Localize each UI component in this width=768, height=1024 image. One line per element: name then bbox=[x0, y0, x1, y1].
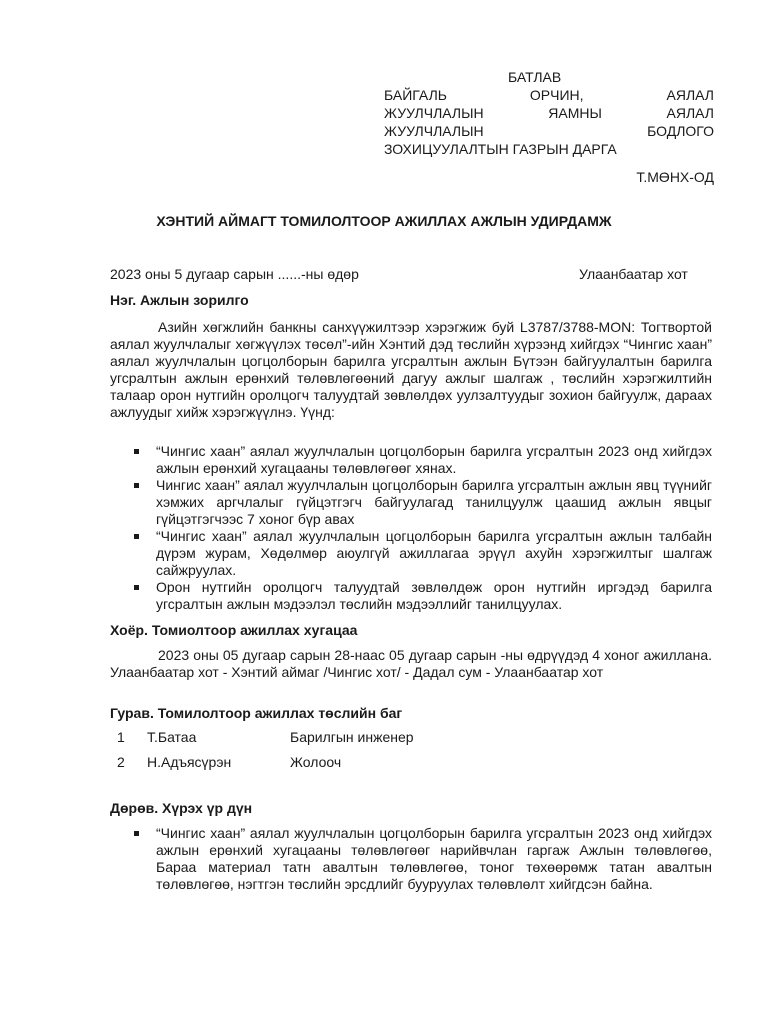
list-item bbox=[110, 528, 712, 579]
document-title: ХЭНТИЙ АЙМАГТ ТОМИЛОЛТООР АЖИЛЛАХ АЖЛЫН УДИРДАМЖ bbox=[156, 213, 612, 229]
results-bullet-list bbox=[110, 825, 712, 893]
list-item bbox=[110, 825, 712, 893]
signer-name: Т.МӨНХ-ОД bbox=[636, 169, 714, 185]
list-item-text: Орон нутгийн оролцогч талуудтай зөвлөлдөж орон нутгийн иргэдэд барилга угсралтын ажлын мэдээлэл төслийн мэдээллийг танилцуулах. bbox=[156, 579, 712, 612]
place-name: Улаанбаатар хот bbox=[579, 266, 688, 282]
section-duration-paragraph bbox=[110, 647, 712, 681]
list-item-text: “Чингис хаан” аялал жуулчлалын цогцолборын барилга угсралтын 2023 онд хийгдэх ажлын ерөнхий хугацааны төлөвлөгөөг хянах. bbox=[156, 443, 712, 476]
list-item bbox=[110, 443, 712, 477]
member-role: Жолооч bbox=[290, 754, 342, 770]
list-item bbox=[110, 477, 712, 528]
member-role: Барилгын инженер bbox=[290, 729, 414, 745]
table-row bbox=[110, 729, 510, 754]
approval-line: ЖУУЛЧЛАЛЫН ЯАМНЫ АЯЛАЛ bbox=[384, 105, 714, 121]
member-name: Т.Батаа bbox=[147, 729, 197, 745]
date-line: 2023 оны 5 дугаар сарын ......-ны өдөр bbox=[110, 266, 359, 282]
bullet-icon bbox=[134, 449, 139, 454]
table-row bbox=[110, 754, 510, 779]
member-number: 1 bbox=[117, 729, 125, 745]
approval-line: БАЙГАЛЬ ОРЧИН, АЯЛАЛ bbox=[384, 87, 714, 103]
section-heading-team: Гурав. Томилолтоор ажиллах төслийн баг bbox=[110, 705, 403, 721]
section-heading-goal: Нэг. Ажлын зорилго bbox=[110, 292, 249, 308]
bullet-icon bbox=[134, 483, 139, 488]
list-item-text: Чингис хаан” аялал жуулчлалын цогцолборын барилга угсралтын ажлын явц түүнийг хэмжих аргчлалыг гүйцэтгэгч байгуулагад танилцуулж цаашид ажлын явцыг гүйцэтгэгчээс 7 хоног бүр авах bbox=[156, 477, 712, 527]
section-goal-paragraph bbox=[110, 319, 712, 421]
approval-line: ЗОХИЦУУЛАЛТЫН ГАЗРЫН ДАРГА bbox=[384, 141, 617, 157]
bullet-icon bbox=[134, 831, 139, 836]
bullet-icon bbox=[134, 534, 139, 539]
paragraph-text: 2023 оны 05 дугаар сарын 28-наас 05 дугаар сарын -ны өдрүүдэд 4 хоног ажиллана. Улаанбаатар хот - Хэнтий аймаг /Чингис хот/ - Дадал сум - Улаанбаатар хот bbox=[110, 647, 712, 680]
list-item bbox=[110, 579, 712, 613]
approval-heading: БАТЛАВ bbox=[508, 69, 562, 85]
list-item-text: “Чингис хаан” аялал жуулчлалын цогцолборын барилга угсралтын 2023 онд хийгдэх ажлын ерөнхий хугацааны төлөвлөгөөг нарийвчлан гаргаж Ажлын төлөвлөгөө, Бараа материал татн авалтын төлөвлөгөө, тоног төхөөрөмж татан авалтын төлөвлөгөө, нэгтгэн төслийн эрсдлийг бууруулах төлөвлөлт хийгдсэн байна. bbox=[156, 825, 712, 892]
paragraph-text: Азийн хөгжлийн банкны санхүүжилтээр хэрэгжиж буй L3787/3788-MON: Тогтвортой аялал жуулчлалыг хөгжүүлэх төсөл”-ийн Хэнтий дэд төслийн хүрээнд хийгдэх “Чингис хаан” аялал жуулчлалын цогцолборын барилга угсралтын ажлын Бүтээн байгуулалтын барилга угсралтын ажлын ерөнхий төлөвлөгөөний дагуу ажлыг шалгаж , төслийн хэрэгжилтийн талаар орон нутгийн оролцогч талуудтай зөвлөлдөх уулзалтуудыг зохион байгуулж, дараах ажлуудыг хийж хэрэгжүүлнэ. Үүнд: bbox=[110, 319, 712, 420]
goal-bullet-list bbox=[110, 443, 712, 613]
approval-line: ЖУУЛЧЛАЛЫН БОДЛОГО bbox=[384, 123, 714, 139]
list-item-text: “Чингис хаан” аялал жуулчлалын цогцолборын барилга угсралтын ажлын талбайн дүрэм журам, Хөдөлмөр аюулгүй ажиллагаа эрүүл ахуйн хэрэгжилтыг шалгаж сайжруулах. bbox=[156, 528, 712, 578]
member-name: Н.Адъясүрэн bbox=[147, 754, 232, 770]
team-table bbox=[110, 729, 510, 779]
member-number: 2 bbox=[117, 754, 125, 770]
section-heading-results: Дөрөв. Хүрэх үр дүн bbox=[110, 800, 253, 816]
bullet-icon bbox=[134, 585, 139, 590]
section-heading-duration: Хоёр. Томиолтоор ажиллах хугацаа bbox=[110, 622, 358, 638]
approval-block bbox=[384, 68, 714, 158]
